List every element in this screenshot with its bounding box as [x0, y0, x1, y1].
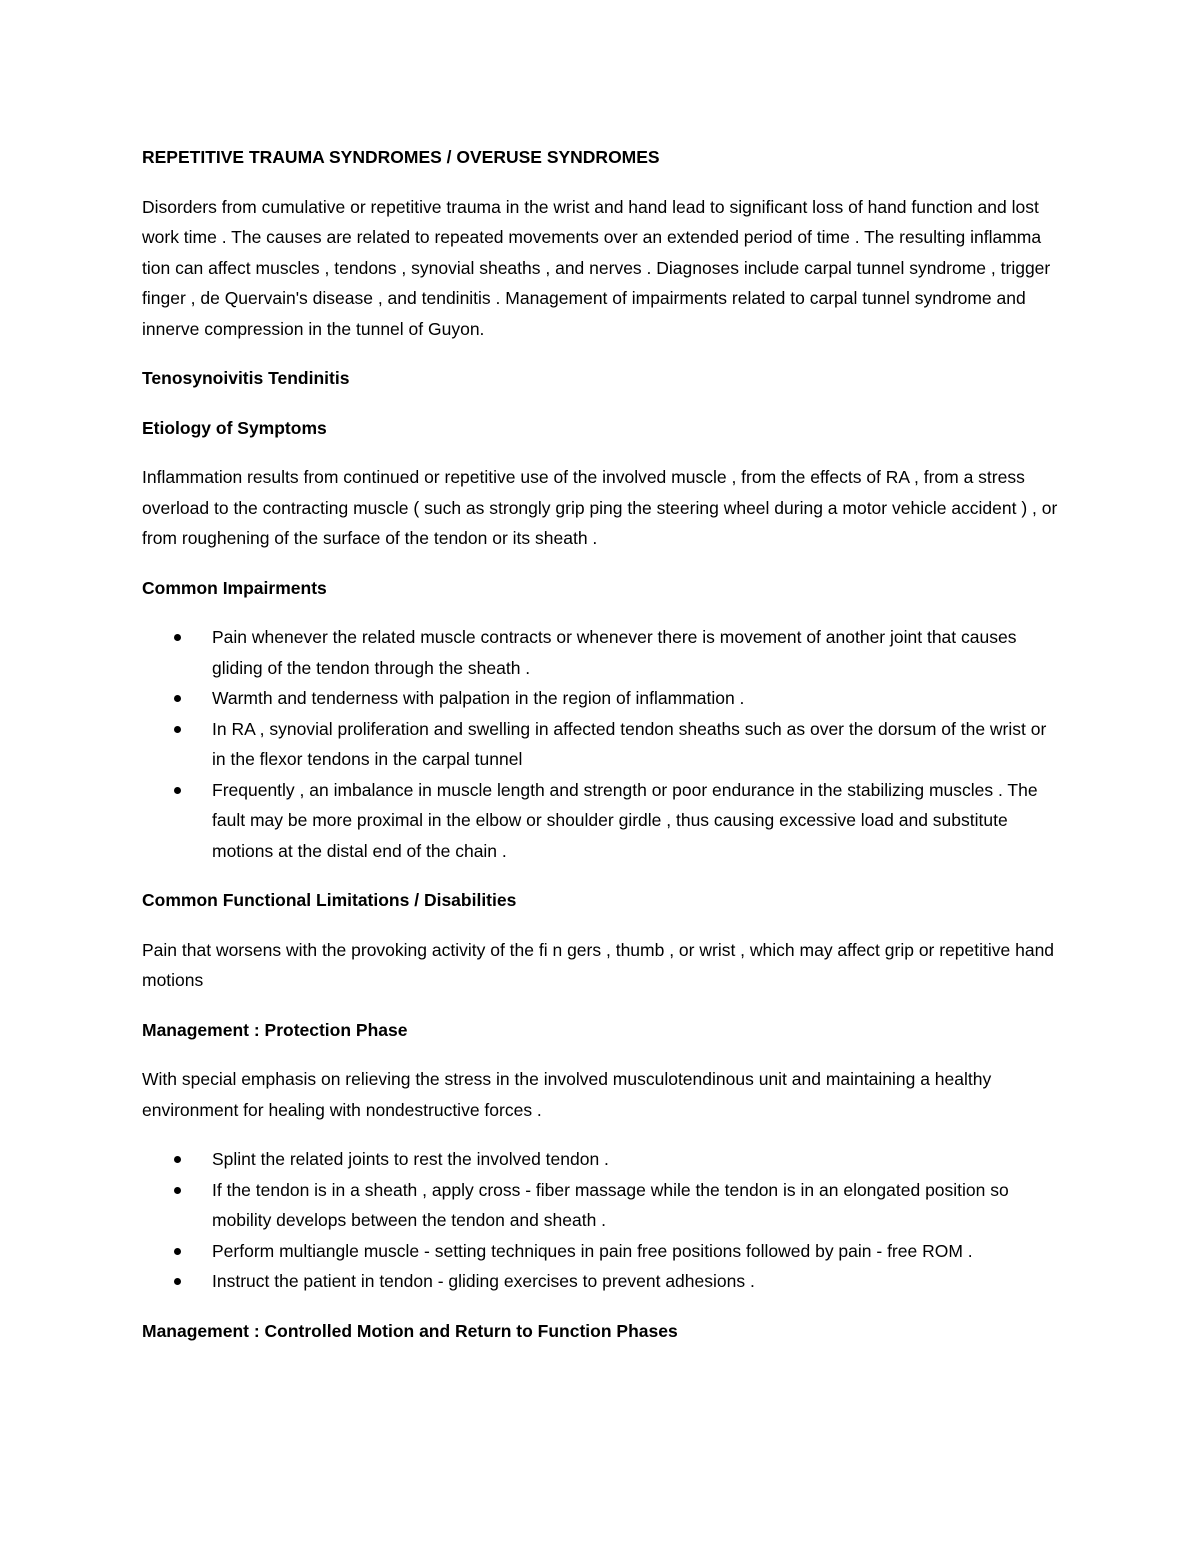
- section-heading-tenosynovitis: Tenosynoivitis Tendinitis: [142, 368, 350, 388]
- etiology-paragraph: Inflammation results from continued or repetitive use of the involved muscle , from the effects of RA , from a stress overload to the contracting muscle ( such as strongly grip ping the steering wheel during a motor vehicle accident ) , or from roughening of the surface of the tendon or its sheath .: [142, 467, 1058, 548]
- list-item-text: Splint the related joints to rest the involved tendon .: [212, 1149, 609, 1169]
- section-heading-protection: Management : Protection Phase: [142, 1019, 408, 1040]
- bullet-icon: [174, 634, 181, 641]
- list-item: [142, 1236, 1062, 1267]
- section-heading-functional: Common Functional Limitations / Disabilities: [142, 890, 517, 910]
- list-item: [142, 622, 1062, 683]
- list-item: [142, 775, 1062, 867]
- list-item-text: Perform multiangle muscle - setting techniques in pain free positions followed by pain - free ROM .: [212, 1240, 973, 1261]
- list-item: [142, 1266, 1062, 1297]
- functional-paragraph: Pain that worsens with the provoking activity of the fi n gers , thumb , or wrist , which may affect grip or repetitive hand motions: [142, 939, 1055, 990]
- list-item-text: Frequently , an imbalance in muscle length and strength or poor endurance in the stabilizing muscles . The fault may be more proximal in the elbow or shoulder girdle , thus causing excessive load and substitute motions at the distal end of the chain .: [212, 779, 1038, 861]
- bullet-icon: [174, 1187, 181, 1194]
- bullet-icon: [174, 787, 181, 794]
- list-item-text: Pain whenever the related muscle contracts or whenever there is movement of another joint that causes gliding of the tendon through the sheath .: [212, 627, 1017, 678]
- protection-paragraph: With special emphasis on relieving the stress in the involved musculotendinous unit and maintaining a healthy environment for healing with nondestructive forces .: [142, 1069, 992, 1120]
- bullet-icon: [174, 1248, 181, 1255]
- document-title: REPETITIVE TRAUMA SYNDROMES / OVERUSE SYNDROMES: [142, 147, 660, 167]
- protection-list: [142, 1144, 1062, 1297]
- list-item: [142, 714, 1062, 775]
- bullet-icon: [174, 726, 181, 733]
- bullet-icon: [174, 1278, 181, 1285]
- list-item-text: Warmth and tenderness with palpation in the region of inflammation .: [212, 688, 745, 708]
- impairments-list: [142, 622, 1062, 866]
- list-item: [142, 1175, 1062, 1236]
- section-heading-impairments: Common Impairments: [142, 577, 327, 598]
- section-heading-etiology: Etiology of Symptoms: [142, 417, 327, 438]
- section-heading-controlled-motion: Management : Controlled Motion and Return to Function Phases: [142, 1320, 678, 1341]
- bullet-icon: [174, 695, 181, 702]
- document-page: [142, 142, 1062, 1365]
- list-item: [142, 683, 1062, 714]
- list-item-text: In RA , synovial proliferation and swelling in affected tendon sheaths such as over the dorsum of the wrist or in the flexor tendons in the carpal tunnel: [212, 718, 1047, 769]
- list-item: [142, 1144, 1062, 1175]
- bullet-icon: [174, 1156, 181, 1163]
- intro-paragraph: Disorders from cumulative or repetitive trauma in the wrist and hand lead to significant loss of hand function and lost work time . The causes are related to repeated movements over an extended period of time . The resulting inflamma tion can affect muscles , tendons , synovial sheaths , and nerves . Diagnoses include carpal tunnel syndrome , trigger finger , de Quervain's disease , and tendinitis . Management of impairments related to carpal tunnel syndrome and innerve compression in the tunnel of Guyon.: [142, 196, 1051, 339]
- list-item-text: Instruct the patient in tendon - gliding exercises to prevent adhesions .: [212, 1271, 755, 1291]
- list-item-text: If the tendon is in a sheath , apply cross - fiber massage while the tendon is in an elongated position so mobility develops between the tendon and sheath .: [212, 1179, 1009, 1230]
